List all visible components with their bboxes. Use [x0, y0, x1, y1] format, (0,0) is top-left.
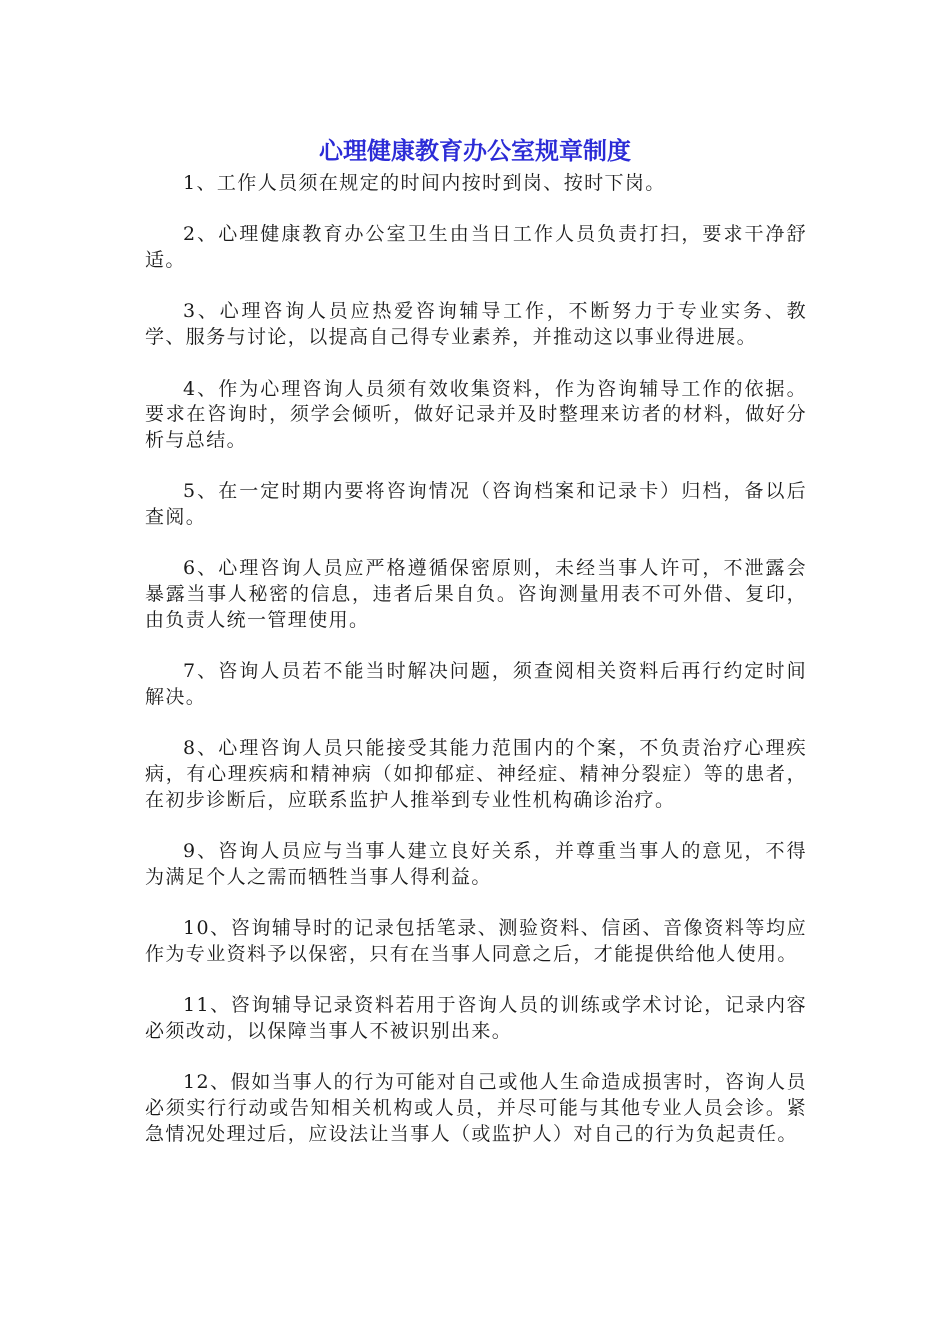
paragraph-8: 8、心理咨询人员只能接受其能力范围内的个案，不负责治疗心理疾病，有心理疾病和精神病（如抑郁症、神经症、精神分裂症）等的患者，在初步诊断后，应联系监护人推举到专业性机构确诊治疗。: [145, 737, 807, 811]
paragraph-7: 7、咨询人员若不能当时解决问题，须查阅相关资料后再行约定时间解决。: [145, 660, 807, 708]
paragraph-9: 9、咨询人员应与当事人建立良好关系，并尊重当事人的意见，不得为满足个人之需而牺牲当事人得利益。: [145, 840, 807, 888]
paragraph-12: 12、假如当事人的行为可能对自己或他人生命造成损害时，咨询人员必须实行行动或告知相关机构或人员，并尽可能与其他专业人员会诊。紧急情况处理过后，应设法让当事人（或监护人）对自己的行为负起责任。: [145, 1071, 807, 1145]
document-body: [145, 171, 807, 1173]
paragraph-3: 3、心理咨询人员应热爱咨询辅导工作，不断努力于专业实务、教学、服务与讨论，以提高自己得专业素养，并推动这以事业得进展。: [145, 300, 807, 349]
paragraph-6: 6、心理咨询人员应严格遵循保密原则，未经当事人许可，不泄露会暴露当事人秘密的信息，违者后果自负。咨询测量用表不可外借、复印，由负责人统一管理使用。: [145, 557, 807, 631]
paragraph-10: 10、咨询辅导时的记录包括笔录、测验资料、信函、音像资料等均应作为专业资料予以保密，只有在当事人同意之后，才能提供给他人使用。: [145, 917, 807, 965]
paragraph-2: 2、心理健康教育办公室卫生由当日工作人员负责打扫，要求干净舒适。: [145, 223, 807, 272]
paragraph-5: 5、在一定时期内要将咨询情况（咨询档案和记录卡）归档，备以后查阅。: [145, 480, 807, 529]
paragraph-1: 1、工作人员须在规定的时间内按时到岗、按时下岗。: [183, 172, 666, 194]
paragraph-11: 11、咨询辅导记录资料若用于咨询人员的训练或学术讨论，记录内容必须改动，以保障当事人不被识别出来。: [145, 994, 807, 1043]
paragraph-4: 4、作为心理咨询人员须有效收集资料，作为咨询辅导工作的依据。要求在咨询时，须学会倾听，做好记录并及时整理来访者的材料，做好分析与总结。: [145, 377, 807, 451]
page-title: 心理健康教育办公室规章制度: [319, 137, 631, 165]
